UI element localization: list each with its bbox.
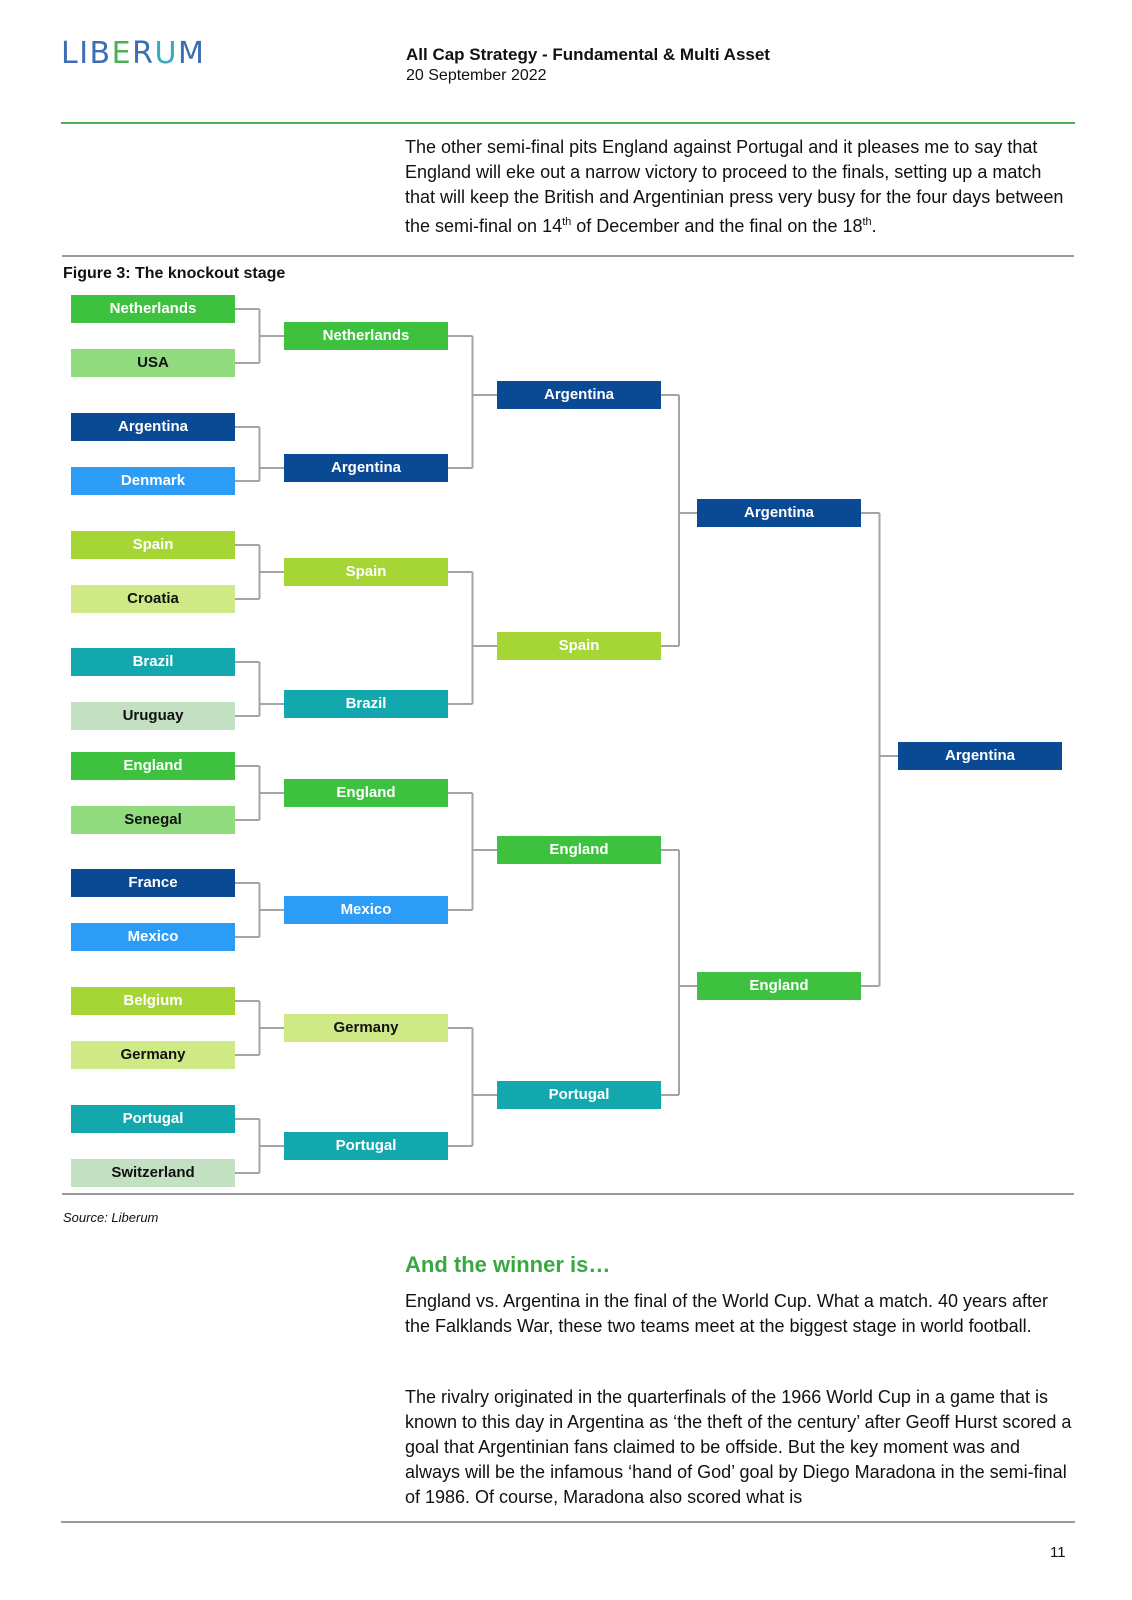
team-box-quarter-finals-mexico: Mexico [284, 896, 448, 924]
figure-source: Source: Liberum [63, 1210, 159, 1225]
team-box-winner-argentina: Argentina [898, 742, 1062, 770]
team-box-round-of-16-usa: USA [71, 349, 235, 377]
team-box-final-england: England [697, 972, 861, 1000]
team-box-semi-finals-portugal: Portugal [497, 1081, 661, 1109]
figure-title: Figure 3: The knockout stage [63, 265, 286, 282]
team-box-round-of-16-netherlands: Netherlands [71, 295, 235, 323]
team-box-round-of-16-mexico: Mexico [71, 923, 235, 951]
team-box-round-of-16-denmark: Denmark [71, 467, 235, 495]
team-box-round-of-16-england: England [71, 752, 235, 780]
team-box-semi-finals-spain: Spain [497, 632, 661, 660]
team-box-quarter-finals-argentina: Argentina [284, 454, 448, 482]
team-box-quarter-finals-england: England [284, 779, 448, 807]
team-box-semi-finals-argentina: Argentina [497, 381, 661, 409]
team-box-round-of-16-portugal: Portugal [71, 1105, 235, 1133]
team-box-round-of-16-belgium: Belgium [71, 987, 235, 1015]
body-paragraph-2: The rivalry originated in the quarterfinals of the 1966 World Cup in a game that is known to this day in Argentina as ‘the theft of the century’ after Geoff Hurst scored a goal that Argentinian fans claimed to be offside. But the key moment was and always will be the infamous ‘hand of God’ goal by Diego Maradona in the semi-final of 1986. Of course, Maradona also scored what is [405, 1387, 1072, 1507]
team-box-quarter-finals-spain: Spain [284, 558, 448, 586]
team-box-round-of-16-france: France [71, 869, 235, 897]
team-box-quarter-finals-netherlands: Netherlands [284, 322, 448, 350]
team-box-round-of-16-switzerland: Switzerland [71, 1159, 235, 1187]
team-box-round-of-16-croatia: Croatia [71, 585, 235, 613]
intro-paragraph: The other semi-final pits England against Portugal and it pleases me to say that England will eke out a narrow victory to proceed to the finals, setting up a match that will keep the British and Argentinian press very busy for the four days between the semi-final on 14th of December and the final on the 18th. [405, 137, 1064, 236]
team-box-round-of-16-spain: Spain [71, 531, 235, 559]
team-box-semi-finals-england: England [497, 836, 661, 864]
team-box-round-of-16-senegal: Senegal [71, 806, 235, 834]
section-heading: And the winner is… [405, 1252, 611, 1277]
report-title: All Cap Strategy - Fundamental & Multi Asset [406, 45, 770, 64]
team-box-quarter-finals-brazil: Brazil [284, 690, 448, 718]
team-box-round-of-16-argentina: Argentina [71, 413, 235, 441]
body-paragraph-1: England vs. Argentina in the final of the World Cup. What a match. 40 years after the Falklands War, these two teams meet at the biggest stage in world football. [405, 1291, 1049, 1336]
team-box-round-of-16-brazil: Brazil [71, 648, 235, 676]
team-box-round-of-16-uruguay: Uruguay [71, 702, 235, 730]
team-box-quarter-finals-germany: Germany [284, 1014, 448, 1042]
report-date: 20 September 2022 [406, 67, 547, 84]
footer-divider [61, 1521, 1075, 1523]
team-box-final-argentina: Argentina [697, 499, 861, 527]
team-box-quarter-finals-portugal: Portugal [284, 1132, 448, 1160]
liberum-logo: LIBERUM [61, 36, 206, 71]
page-number: 11 [1050, 1544, 1066, 1561]
figure-bottom-divider [62, 1193, 1074, 1195]
team-box-round-of-16-germany: Germany [71, 1041, 235, 1069]
